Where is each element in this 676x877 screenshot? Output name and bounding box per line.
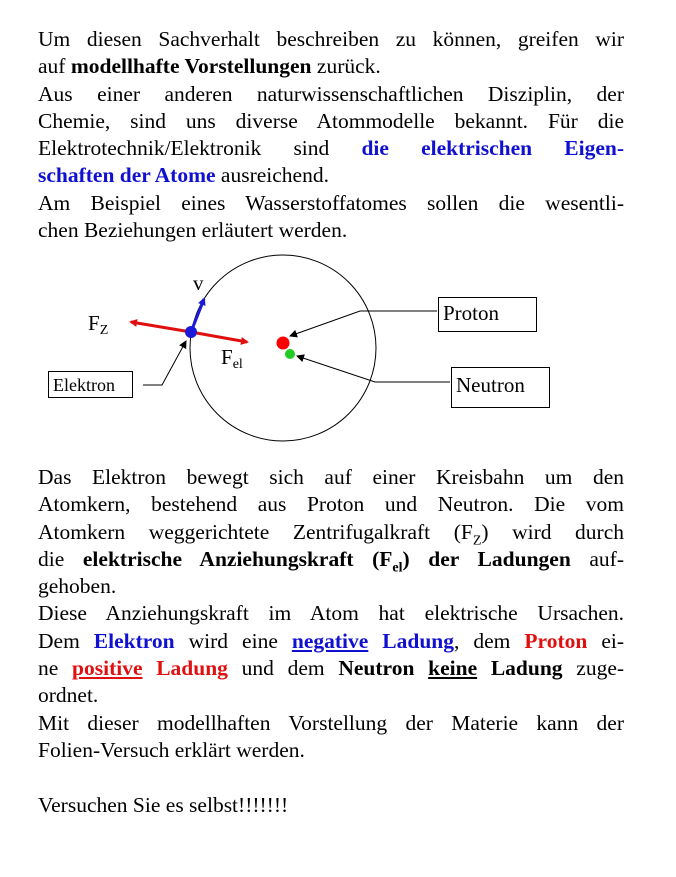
- body-line: Atomkern weggerichtete Zentrifugalkraft $(F_Z)$ wird durch: [38, 519, 624, 548]
- emphasis-elektron: Elektron: [93, 628, 175, 653]
- emphasis-proton: Proton: [524, 628, 588, 653]
- body-line: Atomkern, bestehend aus Proton und Neutron. Die vom: [38, 492, 624, 517]
- neutron-label-box: Neutron: [451, 367, 550, 408]
- elektron-label-box: Elektron: [48, 371, 133, 398]
- body-line: Folien-Versuch erklärt werden.: [38, 737, 305, 762]
- proton-label-box: Proton: [438, 297, 537, 332]
- emphasis-positive: positive: [72, 656, 143, 681]
- body-line: die elektrische Anziehungskraft $(F_{el})$ der Ladungen auf-: [38, 546, 625, 576]
- body-line: Mit dieser modellhaften Vorstellung der Materie kann der: [38, 710, 624, 735]
- body-line: ne positive Ladung und dem Neutron keine Ladung zuge-: [38, 656, 625, 681]
- emphasis-modellhafte-vorstellungen: modellhafte Vorstellungen: [70, 54, 312, 79]
- body-line: Diese Anziehungskraft im Atom hat elektrische Ursachen.: [38, 601, 624, 626]
- label-fel: Fel: [221, 345, 243, 372]
- intro-line: chen Beziehungen erläutert werden.: [38, 218, 348, 243]
- emphasis-negative: negative: [291, 628, 369, 653]
- neutron-dot: [285, 349, 295, 359]
- label-v: v: [193, 271, 204, 295]
- emphasis-anziehungskraft: elektrische Anziehungskraft $(F_{el})$ der Ladungen: [82, 546, 571, 576]
- intro-line: auf modellhafte Vorstellungen zurück.: [38, 54, 381, 79]
- label-fz: FZ: [88, 311, 109, 338]
- body-paragraph: [38, 464, 624, 764]
- proton-dot: [277, 337, 290, 350]
- emphasis-der-atome: schaften der Atome: [38, 163, 216, 188]
- intro-line: Am Beispiel eines Wasserstoffatomes sollen die wesentli-: [38, 190, 624, 215]
- emphasis-ladung-keine: Ladung: [490, 656, 563, 681]
- body-line: ordnet.: [38, 683, 99, 708]
- intro-line: schaften der Atome ausreichend.: [38, 163, 329, 188]
- electron-dot: [185, 326, 197, 338]
- electric-force-arrow: [191, 332, 247, 342]
- body-line: Das Elektron bewegt sich auf einer Kreisbahn um den: [38, 465, 624, 489]
- elektron-pointer: [143, 341, 186, 385]
- emphasis-ladung-negative: Ladung: [382, 628, 455, 653]
- intro-line: Aus einer anderen naturwissenschaftlichen Disziplin, der: [38, 81, 624, 106]
- body-line: Dem Elektron wird eine negative Ladung, dem Proton ei-: [38, 628, 624, 653]
- emphasis-keine: keine: [428, 656, 478, 681]
- emphasis-elektrische-eigenschaften: die elektrischen Eigen-: [361, 136, 625, 161]
- emphasis-ladung-positive: Ladung: [156, 656, 228, 681]
- intro-line: Elektrotechnik/Elektronik sind die elektrischen Eigen-: [38, 136, 625, 161]
- emphasis-neutron: Neutron: [338, 656, 415, 681]
- intro-line: Um diesen Sachverhalt beschreiben zu können, greifen wir: [38, 27, 624, 51]
- body-line: gehoben.: [38, 574, 117, 599]
- proton-pointer: [290, 311, 437, 336]
- intro-line: Chemie, sind uns diverse Atommodelle bekannt. Für die: [38, 108, 624, 133]
- closing-line: Versuchen Sie es selbst!!!!!!!: [38, 793, 289, 817]
- centrifugal-force-arrow: [131, 322, 191, 332]
